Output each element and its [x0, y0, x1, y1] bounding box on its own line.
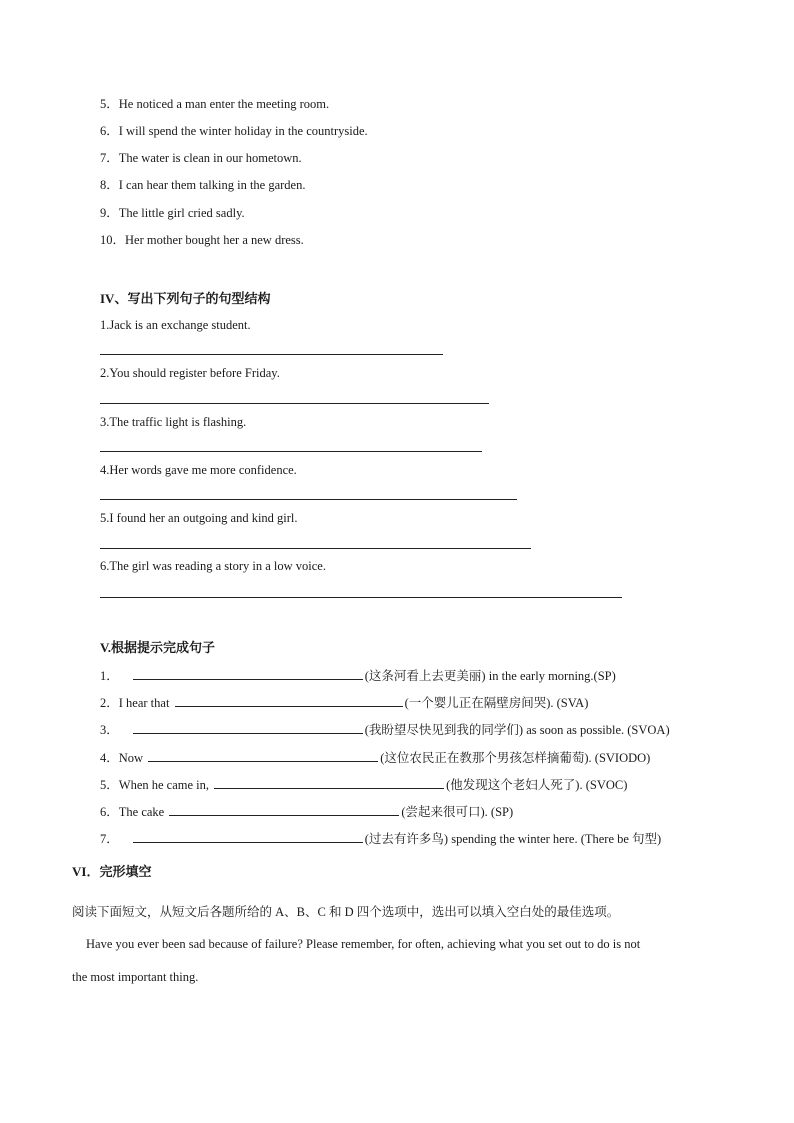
- item-hint: (这条河看上去更美丽) in the early morning.(SP): [364, 669, 616, 683]
- item-number: 4．: [100, 751, 119, 765]
- completion-item: [100, 721, 670, 738]
- structure-question: 1.Jack is an exchange student.: [100, 318, 251, 332]
- answer-line[interactable]: [100, 499, 517, 500]
- completion-item: [100, 803, 513, 820]
- completion-item: [100, 694, 588, 711]
- item-number: 5．: [100, 778, 119, 792]
- item-prefix: When he came in,: [118, 778, 209, 792]
- item-hint: (我盼望尽快见到我的同学们) as soon as possible. (SVOA): [364, 723, 670, 737]
- fill-blank[interactable]: [169, 803, 399, 816]
- instruction-text: 阅读下面短文，从短文后各题所给的 A、B、C 和 D 四个选项中，选出可以填入空白处的最佳选项。: [72, 905, 620, 919]
- sentence-item: 5．He noticed a man enter the meeting room.: [100, 97, 330, 111]
- item-hint: (这位农民正在教那个男孩怎样摘葡萄). (SVIODO): [380, 751, 651, 765]
- completion-item: [100, 667, 616, 684]
- structure-question: 3.The traffic light is flashing.: [100, 415, 247, 429]
- item-number: 3．: [100, 723, 119, 737]
- item-hint: (一个婴儿正在隔壁房间哭). (SVA): [404, 696, 589, 710]
- sentence-item: 6．I will spend the winter holiday in the countryside.: [100, 124, 368, 138]
- answer-line[interactable]: [100, 451, 482, 452]
- item-number: 7．: [100, 832, 119, 846]
- structure-question: 6.The girl was reading a story in a low voice.: [100, 559, 326, 573]
- item-hint: (尝起来很可口). (SP): [401, 805, 514, 819]
- passage-text: Have you ever been sad because of failure? Please remember, for often, achieving what you set out to do is not: [86, 937, 641, 951]
- item-prefix: I hear that: [118, 696, 170, 710]
- sentence-item: 9．The little girl cried sadly.: [100, 206, 245, 220]
- answer-line[interactable]: [100, 354, 443, 355]
- fill-blank[interactable]: [133, 667, 363, 680]
- item-number: 6．: [100, 805, 119, 819]
- fill-blank[interactable]: [175, 694, 403, 707]
- structure-question: 2.You should register before Friday.: [100, 366, 280, 380]
- completion-item: [100, 776, 627, 793]
- answer-line[interactable]: [100, 403, 489, 404]
- completion-item: [100, 830, 661, 847]
- passage-text: the most important thing.: [72, 970, 199, 984]
- section-heading: V.根据提示完成句子: [100, 640, 215, 655]
- item-prefix: The cake: [118, 805, 165, 819]
- item-number: 1．: [100, 669, 119, 683]
- completion-item: [100, 749, 650, 766]
- sentence-item: 7．The water is clean in our hometown.: [100, 151, 302, 165]
- fill-blank[interactable]: [133, 830, 363, 843]
- answer-line[interactable]: [100, 548, 531, 549]
- fill-blank[interactable]: [214, 776, 444, 789]
- structure-question: 5.I found her an outgoing and kind girl.: [100, 511, 298, 525]
- item-hint: (过去有许多鸟) spending the winter here. (There be 句型): [364, 832, 662, 846]
- item-prefix: Now: [118, 751, 144, 765]
- item-hint: (他发现这个老妇人死了). (SVOC): [446, 778, 628, 792]
- section-heading: VI．完形填空: [72, 864, 152, 879]
- sentence-item: 10．Her mother bought her a new dress.: [100, 233, 304, 247]
- fill-blank[interactable]: [133, 721, 363, 734]
- fill-blank[interactable]: [148, 749, 378, 762]
- section-heading: IV、写出下列句子的句型结构: [100, 291, 271, 306]
- sentence-item: 8．I can hear them talking in the garden.: [100, 178, 306, 192]
- structure-question: 4.Her words gave me more confidence.: [100, 463, 297, 477]
- answer-line[interactable]: [100, 597, 622, 598]
- item-number: 2．: [100, 696, 119, 710]
